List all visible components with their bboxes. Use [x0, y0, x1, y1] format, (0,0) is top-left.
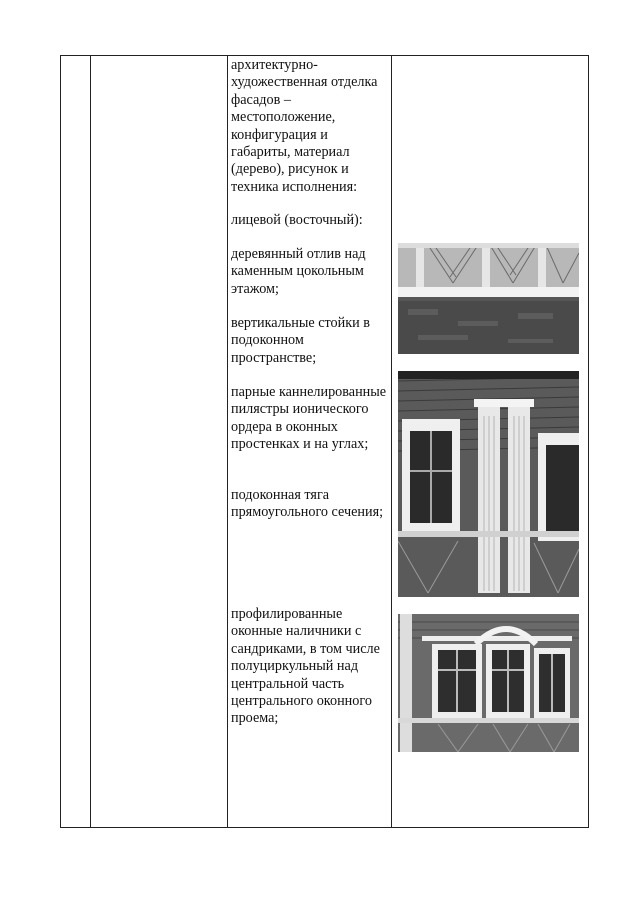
pilasters-and-windows-photo [398, 371, 579, 597]
description-window-surrounds: профилированные оконные наличники с сандриками, в том числе полуциркульный над центральной часть центрального оконного проема; [231, 606, 380, 727]
table-divider-1 [90, 55, 91, 828]
description-facade-east: лицевой (восточный): [231, 212, 363, 228]
description-sill-moulding: подоконная тяга прямоугольного сечения; [231, 487, 384, 521]
window-surrounds-with-arched-pediment-photo [398, 614, 579, 752]
description-drip-cap: деревянный отлив над каменным цокольным этажом; [231, 246, 366, 297]
description-pilasters: парные каннелированные пилястры ионического ордера в оконных простенках и на углах; [231, 384, 387, 453]
description-intro: архитектурно-художественная отделка фасадов – местоположение, конфигурация и габариты, материал (дерево), рисунок и техника исполнения: [231, 57, 378, 195]
description-vertical-posts: вертикальные стойки в подоконном пространстве; [231, 315, 370, 366]
table-border-top [60, 55, 589, 56]
table-border-bottom [60, 827, 589, 828]
table-border-left [60, 55, 61, 828]
table-divider-2 [227, 55, 228, 828]
table-border-right [588, 55, 589, 828]
table-divider-3 [391, 55, 392, 828]
drip-cap-over-stone-plinth-photo [398, 243, 579, 354]
